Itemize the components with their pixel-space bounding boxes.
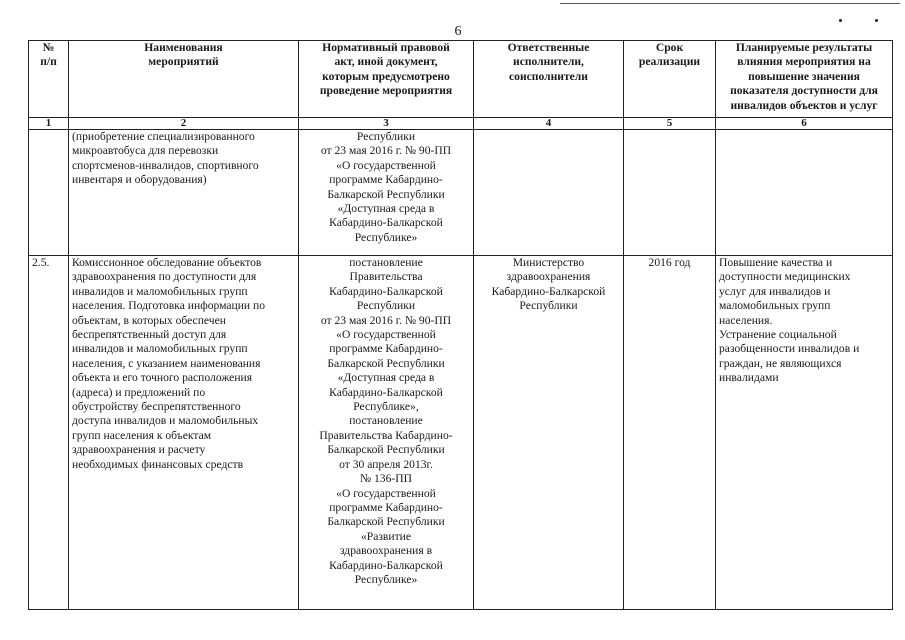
cell-text-line: доступа инвалидов и маломобильных (72, 414, 259, 428)
cell-text-line: от 30 апреля 2013г. (339, 457, 433, 471)
cell-text-line: объектам, в которых обеспечен (72, 313, 226, 327)
cell-text-line: Комиссионное обследование объектов (72, 256, 262, 269)
cell-text-line: услуг для инвалидов и (719, 284, 831, 298)
cell-text-line: объекта и его точного расположения (72, 371, 253, 385)
cell-text-line: № 136-ПП (360, 472, 412, 486)
cell-text-line: Устранение социальной (719, 328, 837, 342)
cell-text-line: здравоохранения (506, 270, 591, 284)
cell-text-line: Ответственные (507, 41, 590, 54)
column-number: 4 (474, 118, 624, 130)
responsible-executors (474, 130, 624, 256)
cell-text-line: «О государственной (336, 328, 436, 342)
scan-dot (839, 19, 842, 22)
cell-text-line: (приобретение специализированного (72, 130, 255, 143)
column-number-row (29, 118, 893, 130)
cell-text-line: Повышение качества и (719, 256, 833, 269)
cell-text-line: инвентаря и оборудования) (72, 173, 207, 187)
cell-text-line: соисполнители (509, 69, 588, 83)
header-responsible (474, 41, 624, 118)
cell-text-line: разобщенности инвалидов и (719, 342, 860, 356)
cell-text-line: «Развитие (360, 529, 412, 543)
cell-text-line: обустройству беспрепятственного (72, 400, 241, 414)
scan-dot (875, 19, 878, 22)
cell-text-line: Балкарской Республики (327, 443, 445, 457)
planned-results (716, 256, 893, 610)
cell-text-line: микроавтобуса для перевозки (72, 144, 219, 158)
cell-text-line: Республики (519, 299, 578, 313)
responsible-executors (474, 256, 624, 610)
cell-text-line: исполнители, (513, 55, 584, 69)
table-header-row (29, 41, 893, 118)
cell-text-line: здравоохранения в (339, 544, 433, 558)
cell-text-line: населения, с указанием наименования (72, 356, 261, 370)
cell-text-line: инвалидов и маломобильных групп (72, 284, 248, 298)
planned-results (716, 130, 893, 256)
cell-text-line: Республике», (353, 400, 419, 414)
column-number: 5 (624, 118, 716, 130)
implementation-term (624, 130, 716, 256)
cell-text-line: программе Кабардино- (329, 173, 443, 187)
header-term (624, 41, 716, 118)
column-number: 6 (716, 118, 893, 130)
cell-text-line: Планируемые результаты (735, 41, 873, 54)
cell-text-line: Срок (655, 41, 684, 54)
cell-text-line: (адреса) и предложений по (72, 385, 206, 399)
column-number: 2 (69, 118, 299, 130)
cell-text-line: инвалидов объектов и услуг (730, 98, 878, 112)
cell-text-line: постановление (349, 256, 423, 269)
cell-text-line: спортсменов-инвалидов, спортивного (72, 158, 259, 172)
cell-text-line: показателя доступности для (730, 84, 878, 98)
cell-text-line: проведение мероприятия (319, 84, 453, 98)
legal-act (299, 130, 474, 256)
cell-text-line: Правительства Кабардино- (319, 428, 453, 442)
cell-text-line: влияния мероприятия на (737, 55, 871, 69)
activity-name (69, 130, 299, 256)
cell-text-line: Республике» (354, 230, 418, 244)
cell-text-line: акт, иной документ, (334, 55, 438, 69)
table-row (29, 130, 893, 256)
column-number: 3 (299, 118, 474, 130)
column-number: 1 (29, 118, 69, 130)
cell-text-line: Республики (356, 130, 416, 143)
cell-text-line: повышение значения (748, 69, 860, 83)
cell-text-line: Республики (356, 299, 416, 313)
cell-text-line: которым предусмотрено (322, 69, 450, 83)
cell-text-line: здравоохранения и расчету (72, 443, 206, 457)
cell-text-line: Кабардино-Балкарской (329, 385, 443, 399)
cell-text-line: программе Кабардино- (329, 500, 443, 514)
cell-text-line: Кабардино-Балкарской (329, 216, 443, 230)
cell-text-line: Наименования (144, 41, 223, 54)
row-number (29, 130, 69, 256)
legal-act (299, 256, 474, 610)
activity-name (69, 256, 299, 610)
cell-text-line: маломобильных групп (719, 299, 831, 313)
row-number: 2.5. (29, 256, 69, 610)
scan-edge-line (560, 3, 900, 4)
cell-text-line: Кабардино-Балкарской (329, 284, 443, 298)
page-number: 6 (454, 24, 462, 39)
cell-text-line: населения. (719, 313, 773, 327)
cell-text-line: Нормативный правовой (322, 41, 450, 54)
cell-text-line: инвалидов и маломобильных групп (72, 342, 248, 356)
cell-text-line: необходимых финансовых средств (72, 457, 244, 471)
cell-text-line: Министерство (512, 256, 585, 269)
cell-text-line: здравоохранения по доступности для (72, 270, 257, 284)
implementation-term: 2016 год (624, 256, 716, 610)
cell-text-line: Кабардино-Балкарской (329, 558, 443, 572)
cell-text-line: доступности медицинских (719, 270, 851, 284)
cell-text-line: «Доступная среда в (337, 202, 435, 216)
header-num (29, 41, 69, 118)
cell-text-line: Балкарской Республики (327, 356, 445, 370)
cell-text-line: от 23 мая 2016 г. № 90-ПП (320, 313, 452, 327)
header-act (299, 41, 474, 118)
cell-text-line: мероприятий (148, 55, 219, 69)
cell-text-line: Балкарской Республики (327, 187, 445, 201)
cell-text-line: реализации (638, 55, 701, 69)
activities-table (28, 40, 893, 610)
header-name (69, 41, 299, 118)
cell-text-line: программе Кабардино- (329, 342, 443, 356)
cell-text-line: «О государственной (336, 486, 436, 500)
cell-text-line: Балкарской Республики (327, 515, 445, 529)
cell-text-line: населения. Подготовка информации по (72, 299, 266, 313)
cell-text-line: постановление (349, 414, 423, 428)
cell-text-line: № (42, 41, 55, 54)
cell-text-line: инвалидами (719, 371, 779, 385)
cell-text-line: Кабардино-Балкарской (491, 284, 606, 298)
cell-text-line: «Доступная среда в (337, 371, 435, 385)
cell-text-line: граждан, не являющихся (719, 356, 842, 370)
cell-text-line: п/п (40, 55, 57, 69)
cell-text-line: групп населения к объектам (72, 428, 212, 442)
cell-text-line: беспрепятственный доступ для (72, 328, 227, 342)
header-result (716, 41, 893, 118)
cell-text-line: «О государственной (336, 158, 436, 172)
cell-text-line: Правительства (349, 270, 423, 284)
table-row (29, 256, 893, 610)
cell-text-line: Республике» (354, 572, 418, 586)
cell-text-line: от 23 мая 2016 г. № 90-ПП (320, 144, 452, 158)
